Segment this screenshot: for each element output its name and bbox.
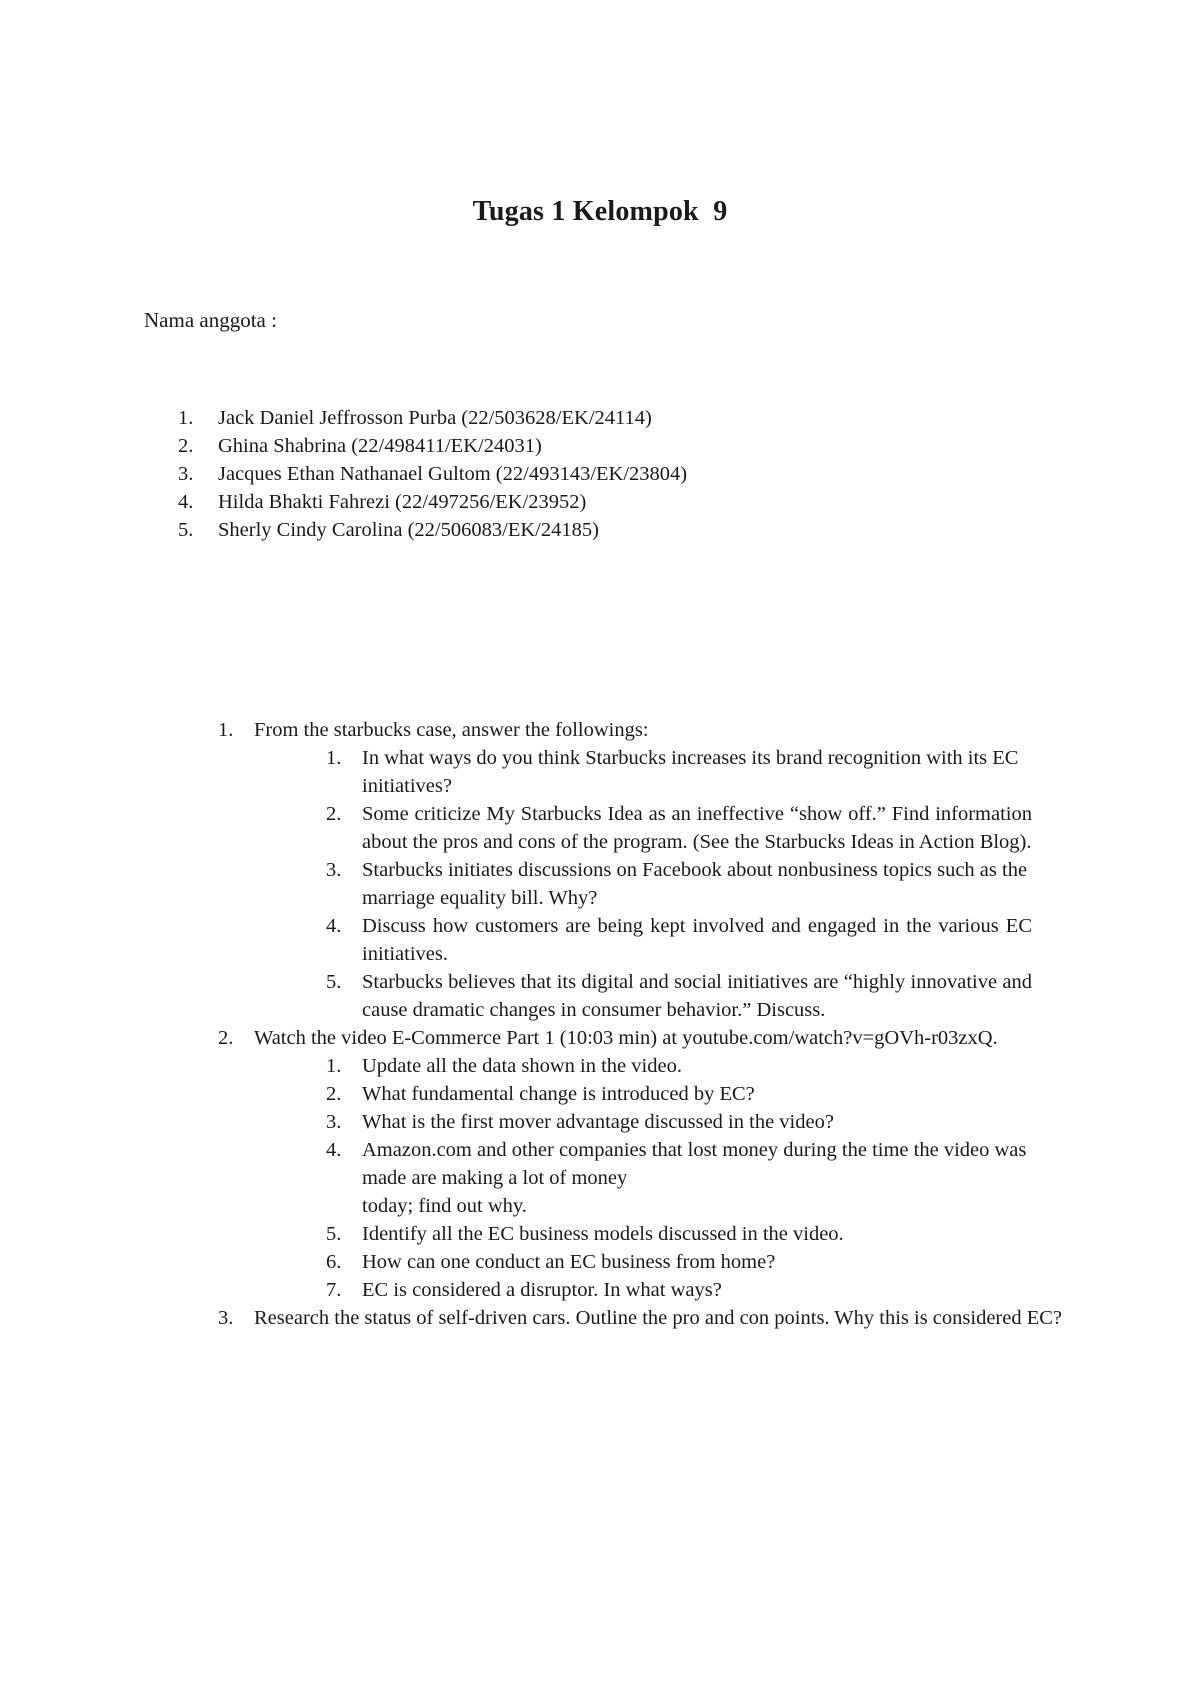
members-label: Nama anggota :: [144, 308, 277, 332]
member-item: [178, 432, 978, 460]
sub-question-text-continued: today; find out why.: [362, 1195, 527, 1217]
sub-question-item: [326, 1108, 1068, 1136]
member-item: [178, 516, 978, 544]
question-item: [218, 1304, 1068, 1332]
sub-question-number: 3.: [326, 859, 342, 881]
member-name: Jack Daniel Jeffrosson Purba (22/503628/EK/24114): [218, 407, 652, 429]
sub-question-item: [326, 912, 1068, 968]
member-item: [178, 488, 978, 516]
sub-question-number: 5.: [326, 1223, 342, 1245]
member-number: 2.: [178, 435, 194, 457]
sub-question-item: [326, 800, 1068, 856]
question-number: 1.: [218, 719, 234, 741]
sub-question-number: 2.: [326, 1083, 342, 1105]
sub-question-number: 6.: [326, 1251, 342, 1273]
sub-question-text: Starbucks believes that its digital and social initiatives are “highly innovative and cause dramatic changes in consumer behavior.” Discuss.: [362, 971, 1032, 1021]
sub-question-number: 2.: [326, 803, 342, 825]
member-name: Sherly Cindy Carolina (22/506083/EK/24185): [218, 519, 599, 541]
sub-question-item: [326, 744, 1068, 800]
sub-question-text: What is the first mover advantage discussed in the video?: [362, 1111, 834, 1133]
sub-question-item: [326, 968, 1068, 1024]
member-item: [178, 460, 978, 488]
sub-question-number: 1.: [326, 1055, 342, 1077]
question-number: 2.: [218, 1027, 234, 1049]
member-name: Jacques Ethan Nathanael Gultom (22/493143/EK/23804): [218, 463, 688, 485]
sub-question-item: [326, 1248, 1068, 1276]
member-item: [178, 404, 978, 432]
sub-question-text: EC is considered a disruptor. In what ways?: [362, 1279, 722, 1301]
question-text: Research the status of self-driven cars. Outline the pro and con points. Why this is considered EC?: [254, 1307, 1063, 1329]
sub-question-text: Some criticize My Starbucks Idea as an ineffective “show off.” Find information about the pros and cons of the program. (See the Starbucks Ideas in Action Blog).: [362, 803, 1032, 853]
question-item: [218, 716, 1068, 744]
sub-question-text: How can one conduct an EC business from home?: [362, 1251, 776, 1273]
sub-question-text: In what ways do you think Starbucks increases its brand recognition with its EC initiatives?: [362, 747, 1019, 797]
sub-question-number: 4.: [326, 1139, 342, 1161]
sub-question-text: Discuss how customers are being kept involved and engaged in the various EC initiatives.: [362, 915, 1032, 965]
sub-question-number: 7.: [326, 1279, 342, 1301]
sub-question-text: What fundamental change is introduced by EC?: [362, 1083, 755, 1105]
sub-question-number: 1.: [326, 747, 342, 769]
question-item: [218, 1024, 1068, 1052]
sub-question-item: [326, 1052, 1068, 1080]
sub-question-number: 5.: [326, 971, 342, 993]
question-number: 3.: [218, 1307, 234, 1329]
sub-question-item: [326, 1276, 1068, 1304]
sub-question-item: [326, 1136, 1068, 1220]
sub-question-text: Starbucks initiates discussions on Facebook about nonbusiness topics such as the marriage equality bill. Why?: [362, 859, 1028, 909]
sub-question-body: [362, 1136, 1032, 1220]
sub-question-text: Update all the data shown in the video.: [362, 1055, 682, 1077]
question-text: Watch the video E-Commerce Part 1 (10:03 min) at youtube.com/watch?v=gOVh-r03zxQ.: [254, 1027, 998, 1049]
questions-list: [218, 716, 1068, 1332]
members-list: [178, 404, 978, 544]
sub-question-text: Amazon.com and other companies that lost money during the time the video was made are making a lot of money: [362, 1139, 1027, 1189]
member-number: 3.: [178, 463, 194, 485]
sub-question-number: 4.: [326, 915, 342, 937]
member-name: Ghina Shabrina (22/498411/EK/24031): [218, 435, 542, 457]
sub-question-number: 3.: [326, 1111, 342, 1133]
document-title: Tugas 1 Kelompok 9: [472, 196, 728, 227]
sub-question-item: [326, 1220, 1068, 1248]
member-number: 5.: [178, 519, 194, 541]
sub-question-item: [326, 856, 1068, 912]
question-text: From the starbucks case, answer the followings:: [254, 719, 649, 741]
sub-question-text: Identify all the EC business models discussed in the video.: [362, 1223, 844, 1245]
member-number: 1.: [178, 407, 194, 429]
sub-question-item: [326, 1080, 1068, 1108]
member-number: 4.: [178, 491, 194, 513]
member-name: Hilda Bhakti Fahrezi (22/497256/EK/23952): [218, 491, 587, 513]
